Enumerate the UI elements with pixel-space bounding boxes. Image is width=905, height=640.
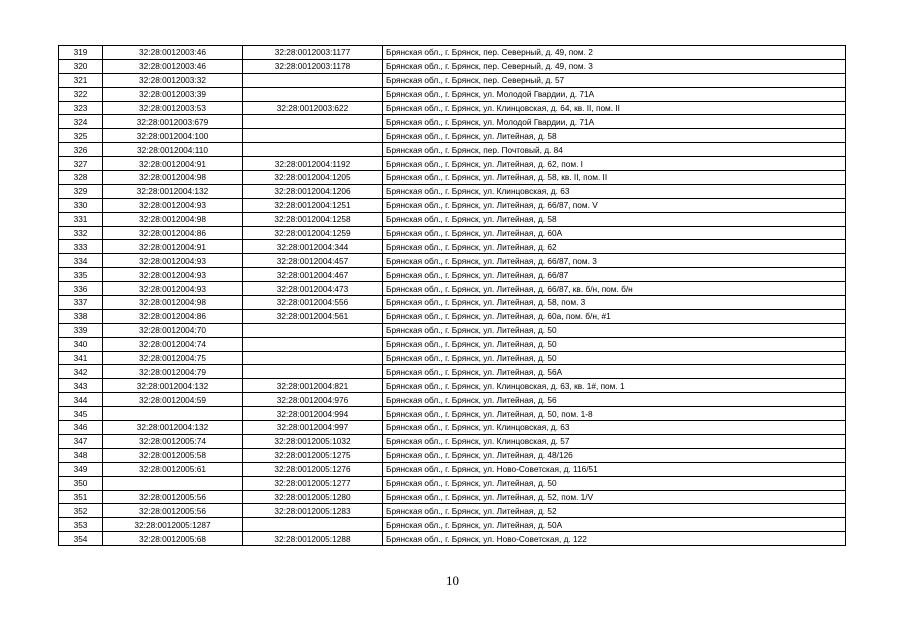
row-number-cell: 350	[59, 476, 103, 490]
object-number-cell: 32:28:0012004:997	[243, 421, 383, 435]
row-number-cell: 347	[59, 434, 103, 448]
row-number-cell: 337	[59, 296, 103, 310]
table-row	[59, 46, 846, 60]
object-number-cell: 32:28:0012003:1177	[243, 46, 383, 60]
object-number-cell: 32:28:0012003:1178	[243, 59, 383, 73]
address-cell: Брянская обл., г. Брянск, ул. Литейная, д. 66/87, кв. б/н, пом. б/н	[383, 282, 846, 296]
registry-table	[58, 45, 846, 546]
row-number-cell: 352	[59, 504, 103, 518]
address-cell: Брянская обл., г. Брянск, ул. Литейная, д. 58	[383, 212, 846, 226]
land-plot-number-cell: 32:28:0012004:93	[103, 254, 243, 268]
address-cell: Брянская обл., г. Брянск, ул. Литейная, д. 50А	[383, 518, 846, 532]
object-number-cell: 32:28:0012005:1288	[243, 532, 383, 546]
row-number-cell: 346	[59, 421, 103, 435]
object-number-cell	[243, 129, 383, 143]
object-number-cell: 32:28:0012004:994	[243, 407, 383, 421]
address-cell: Брянская обл., г. Брянск, ул. Литейная, д. 50	[383, 337, 846, 351]
table-row	[59, 462, 846, 476]
land-plot-number-cell: 32:28:0012004:70	[103, 323, 243, 337]
row-number-cell: 354	[59, 532, 103, 546]
row-number-cell: 321	[59, 73, 103, 87]
object-number-cell: 32:28:0012005:1032	[243, 434, 383, 448]
row-number-cell: 335	[59, 268, 103, 282]
row-number-cell: 331	[59, 212, 103, 226]
object-number-cell	[243, 115, 383, 129]
land-plot-number-cell: 32:28:0012004:74	[103, 337, 243, 351]
address-cell: Брянская обл., г. Брянск, ул. Литейная, д. 58, кв. II, пом. II	[383, 171, 846, 185]
row-number-cell: 322	[59, 87, 103, 101]
table-row	[59, 351, 846, 365]
page-number: 10	[446, 573, 459, 588]
object-number-cell	[243, 365, 383, 379]
row-number-cell: 326	[59, 143, 103, 157]
registry-table-body	[59, 46, 846, 546]
row-number-cell: 327	[59, 157, 103, 171]
row-number-cell: 329	[59, 184, 103, 198]
object-number-cell: 32:28:0012004:976	[243, 393, 383, 407]
row-number-cell: 341	[59, 351, 103, 365]
row-number-cell: 340	[59, 337, 103, 351]
table-row	[59, 282, 846, 296]
land-plot-number-cell: 32:28:0012005:1287	[103, 518, 243, 532]
address-cell: Брянская обл., г. Брянск, ул. Литейная, д. 62, пом. I	[383, 157, 846, 171]
object-number-cell: 32:28:0012004:473	[243, 282, 383, 296]
row-number-cell: 333	[59, 240, 103, 254]
address-cell: Брянская обл., г. Брянск, ул. Литейная, д. 50, пом. 1-8	[383, 407, 846, 421]
address-cell: Брянская обл., г. Брянск, ул. Литейная, д. 48/126	[383, 448, 846, 462]
row-number-cell: 323	[59, 101, 103, 115]
object-number-cell: 32:28:0012004:467	[243, 268, 383, 282]
land-plot-number-cell: 32:28:0012004:98	[103, 212, 243, 226]
object-number-cell: 32:28:0012005:1275	[243, 448, 383, 462]
object-number-cell	[243, 87, 383, 101]
object-number-cell	[243, 73, 383, 87]
address-cell: Брянская обл., г. Брянск, пер. Северный, д. 49, пом. 3	[383, 59, 846, 73]
address-cell: Брянская обл., г. Брянск, ул. Литейная, д. 52	[383, 504, 846, 518]
object-number-cell: 32:28:0012004:1251	[243, 198, 383, 212]
row-number-cell: 328	[59, 171, 103, 185]
address-cell: Брянская обл., г. Брянск, ул. Ново-Советская, д. 122	[383, 532, 846, 546]
land-plot-number-cell: 32:28:0012004:93	[103, 198, 243, 212]
address-cell: Брянская обл., г. Брянск, ул. Литейная, д. 50	[383, 351, 846, 365]
table-row	[59, 309, 846, 323]
land-plot-number-cell: 32:28:0012004:91	[103, 157, 243, 171]
table-row	[59, 198, 846, 212]
row-number-cell: 332	[59, 226, 103, 240]
land-plot-number-cell: 32:28:0012003:679	[103, 115, 243, 129]
table-row	[59, 115, 846, 129]
address-cell: Брянская обл., г. Брянск, пер. Северный, д. 49, пом. 2	[383, 46, 846, 60]
row-number-cell: 324	[59, 115, 103, 129]
table-row	[59, 184, 846, 198]
object-number-cell: 32:28:0012005:1283	[243, 504, 383, 518]
address-cell: Брянская обл., г. Брянск, ул. Клинцовская, д. 63	[383, 184, 846, 198]
table-row	[59, 421, 846, 435]
table-row	[59, 268, 846, 282]
table-row	[59, 407, 846, 421]
row-number-cell: 353	[59, 518, 103, 532]
object-number-cell: 32:28:0012004:561	[243, 309, 383, 323]
address-cell: Брянская обл., г. Брянск, ул. Литейная, д. 62	[383, 240, 846, 254]
table-row	[59, 448, 846, 462]
land-plot-number-cell: 32:28:0012004:93	[103, 282, 243, 296]
table-row	[59, 87, 846, 101]
address-cell: Брянская обл., г. Брянск, ул. Молодой Гвардии, д. 71А	[383, 115, 846, 129]
land-plot-number-cell	[103, 476, 243, 490]
object-number-cell: 32:28:0012004:1206	[243, 184, 383, 198]
table-row	[59, 59, 846, 73]
land-plot-number-cell: 32:28:0012003:53	[103, 101, 243, 115]
row-number-cell: 336	[59, 282, 103, 296]
table-row	[59, 101, 846, 115]
table-row	[59, 129, 846, 143]
table-row	[59, 434, 846, 448]
table-row	[59, 254, 846, 268]
row-number-cell: 319	[59, 46, 103, 60]
row-number-cell: 344	[59, 393, 103, 407]
address-cell: Брянская обл., г. Брянск, ул. Литейная, д. 56А	[383, 365, 846, 379]
row-number-cell: 325	[59, 129, 103, 143]
object-number-cell: 32:28:0012004:1192	[243, 157, 383, 171]
row-number-cell: 342	[59, 365, 103, 379]
address-cell: Брянская обл., г. Брянск, ул. Литейная, д. 58	[383, 129, 846, 143]
land-plot-number-cell: 32:28:0012003:46	[103, 59, 243, 73]
table-row	[59, 393, 846, 407]
land-plot-number-cell: 32:28:0012004:79	[103, 365, 243, 379]
object-number-cell: 32:28:0012003:622	[243, 101, 383, 115]
object-number-cell	[243, 518, 383, 532]
land-plot-number-cell: 32:28:0012005:56	[103, 504, 243, 518]
land-plot-number-cell: 32:28:0012004:93	[103, 268, 243, 282]
address-cell: Брянская обл., г. Брянск, ул. Ново-Советская, д. 116/51	[383, 462, 846, 476]
address-cell: Брянская обл., г. Брянск, ул. Клинцовская, д. 57	[383, 434, 846, 448]
land-plot-number-cell: 32:28:0012004:110	[103, 143, 243, 157]
land-plot-number-cell	[103, 407, 243, 421]
object-number-cell: 32:28:0012004:821	[243, 379, 383, 393]
row-number-cell: 334	[59, 254, 103, 268]
address-cell: Брянская обл., г. Брянск, пер. Северный, д. 57	[383, 73, 846, 87]
object-number-cell: 32:28:0012005:1276	[243, 462, 383, 476]
table-row	[59, 323, 846, 337]
address-cell: Брянская обл., г. Брянск, ул. Литейная, д. 58, пом. 3	[383, 296, 846, 310]
land-plot-number-cell: 32:28:0012005:61	[103, 462, 243, 476]
object-number-cell	[243, 323, 383, 337]
table-row	[59, 73, 846, 87]
land-plot-number-cell: 32:28:0012004:86	[103, 309, 243, 323]
object-number-cell	[243, 351, 383, 365]
table-row	[59, 532, 846, 546]
address-cell: Брянская обл., г. Брянск, ул. Клинцовская, д. 63	[383, 421, 846, 435]
row-number-cell: 339	[59, 323, 103, 337]
land-plot-number-cell: 32:28:0012004:132	[103, 421, 243, 435]
land-plot-number-cell: 32:28:0012005:74	[103, 434, 243, 448]
land-plot-number-cell: 32:28:0012004:91	[103, 240, 243, 254]
address-cell: Брянская обл., г. Брянск, ул. Молодой Гвардии, д. 71А	[383, 87, 846, 101]
object-number-cell: 32:28:0012004:1259	[243, 226, 383, 240]
land-plot-number-cell: 32:28:0012004:59	[103, 393, 243, 407]
object-number-cell: 32:28:0012004:457	[243, 254, 383, 268]
address-cell: Брянская обл., г. Брянск, ул. Литейная, д. 50	[383, 323, 846, 337]
address-cell: Брянская обл., г. Брянск, ул. Литейная, д. 60А	[383, 226, 846, 240]
table-row	[59, 296, 846, 310]
row-number-cell: 320	[59, 59, 103, 73]
table-row	[59, 157, 846, 171]
object-number-cell	[243, 143, 383, 157]
land-plot-number-cell: 32:28:0012004:100	[103, 129, 243, 143]
table-row	[59, 171, 846, 185]
land-plot-number-cell: 32:28:0012004:98	[103, 296, 243, 310]
row-number-cell: 338	[59, 309, 103, 323]
land-plot-number-cell: 32:28:0012005:68	[103, 532, 243, 546]
object-number-cell	[243, 337, 383, 351]
row-number-cell: 345	[59, 407, 103, 421]
land-plot-number-cell: 32:28:0012004:86	[103, 226, 243, 240]
address-cell: Брянская обл., г. Брянск, пер. Почтовый, д. 84	[383, 143, 846, 157]
address-cell: Брянская обл., г. Брянск, ул. Литейная, д. 56	[383, 393, 846, 407]
land-plot-number-cell: 32:28:0012005:56	[103, 490, 243, 504]
object-number-cell: 32:28:0012004:1205	[243, 171, 383, 185]
object-number-cell: 32:28:0012004:1258	[243, 212, 383, 226]
table-row	[59, 212, 846, 226]
table-row	[59, 143, 846, 157]
land-plot-number-cell: 32:28:0012003:46	[103, 46, 243, 60]
address-cell: Брянская обл., г. Брянск, ул. Литейная, д. 52, пом. 1/V	[383, 490, 846, 504]
object-number-cell: 32:28:0012005:1280	[243, 490, 383, 504]
row-number-cell: 351	[59, 490, 103, 504]
land-plot-number-cell: 32:28:0012004:132	[103, 184, 243, 198]
table-row	[59, 365, 846, 379]
table-row	[59, 226, 846, 240]
table-row	[59, 490, 846, 504]
row-number-cell: 349	[59, 462, 103, 476]
row-number-cell: 343	[59, 379, 103, 393]
address-cell: Брянская обл., г. Брянск, ул. Клинцовская, д. 64, кв. II, пом. II	[383, 101, 846, 115]
table-row	[59, 240, 846, 254]
address-cell: Брянская обл., г. Брянск, ул. Литейная, д. 50	[383, 476, 846, 490]
land-plot-number-cell: 32:28:0012004:132	[103, 379, 243, 393]
address-cell: Брянская обл., г. Брянск, ул. Литейная, д. 66/87, пом. V	[383, 198, 846, 212]
object-number-cell: 32:28:0012004:344	[243, 240, 383, 254]
row-number-cell: 330	[59, 198, 103, 212]
address-cell: Брянская обл., г. Брянск, ул. Литейная, д. 66/87	[383, 268, 846, 282]
table-row	[59, 518, 846, 532]
object-number-cell: 32:28:0012005:1277	[243, 476, 383, 490]
land-plot-number-cell: 32:28:0012003:39	[103, 87, 243, 101]
land-plot-number-cell: 32:28:0012005:58	[103, 448, 243, 462]
object-number-cell: 32:28:0012004:556	[243, 296, 383, 310]
table-row	[59, 504, 846, 518]
row-number-cell: 348	[59, 448, 103, 462]
table-row	[59, 337, 846, 351]
table-row	[59, 476, 846, 490]
land-plot-number-cell: 32:28:0012003:32	[103, 73, 243, 87]
address-cell: Брянская обл., г. Брянск, ул. Литейная, д. 60а, пом. б/н, #1	[383, 309, 846, 323]
address-cell: Брянская обл., г. Брянск, ул. Клинцовская, д. 63, кв. 1#, пом. 1	[383, 379, 846, 393]
table-row	[59, 379, 846, 393]
land-plot-number-cell: 32:28:0012004:98	[103, 171, 243, 185]
land-plot-number-cell: 32:28:0012004:75	[103, 351, 243, 365]
address-cell: Брянская обл., г. Брянск, ул. Литейная, д. 66/87, пом. 3	[383, 254, 846, 268]
